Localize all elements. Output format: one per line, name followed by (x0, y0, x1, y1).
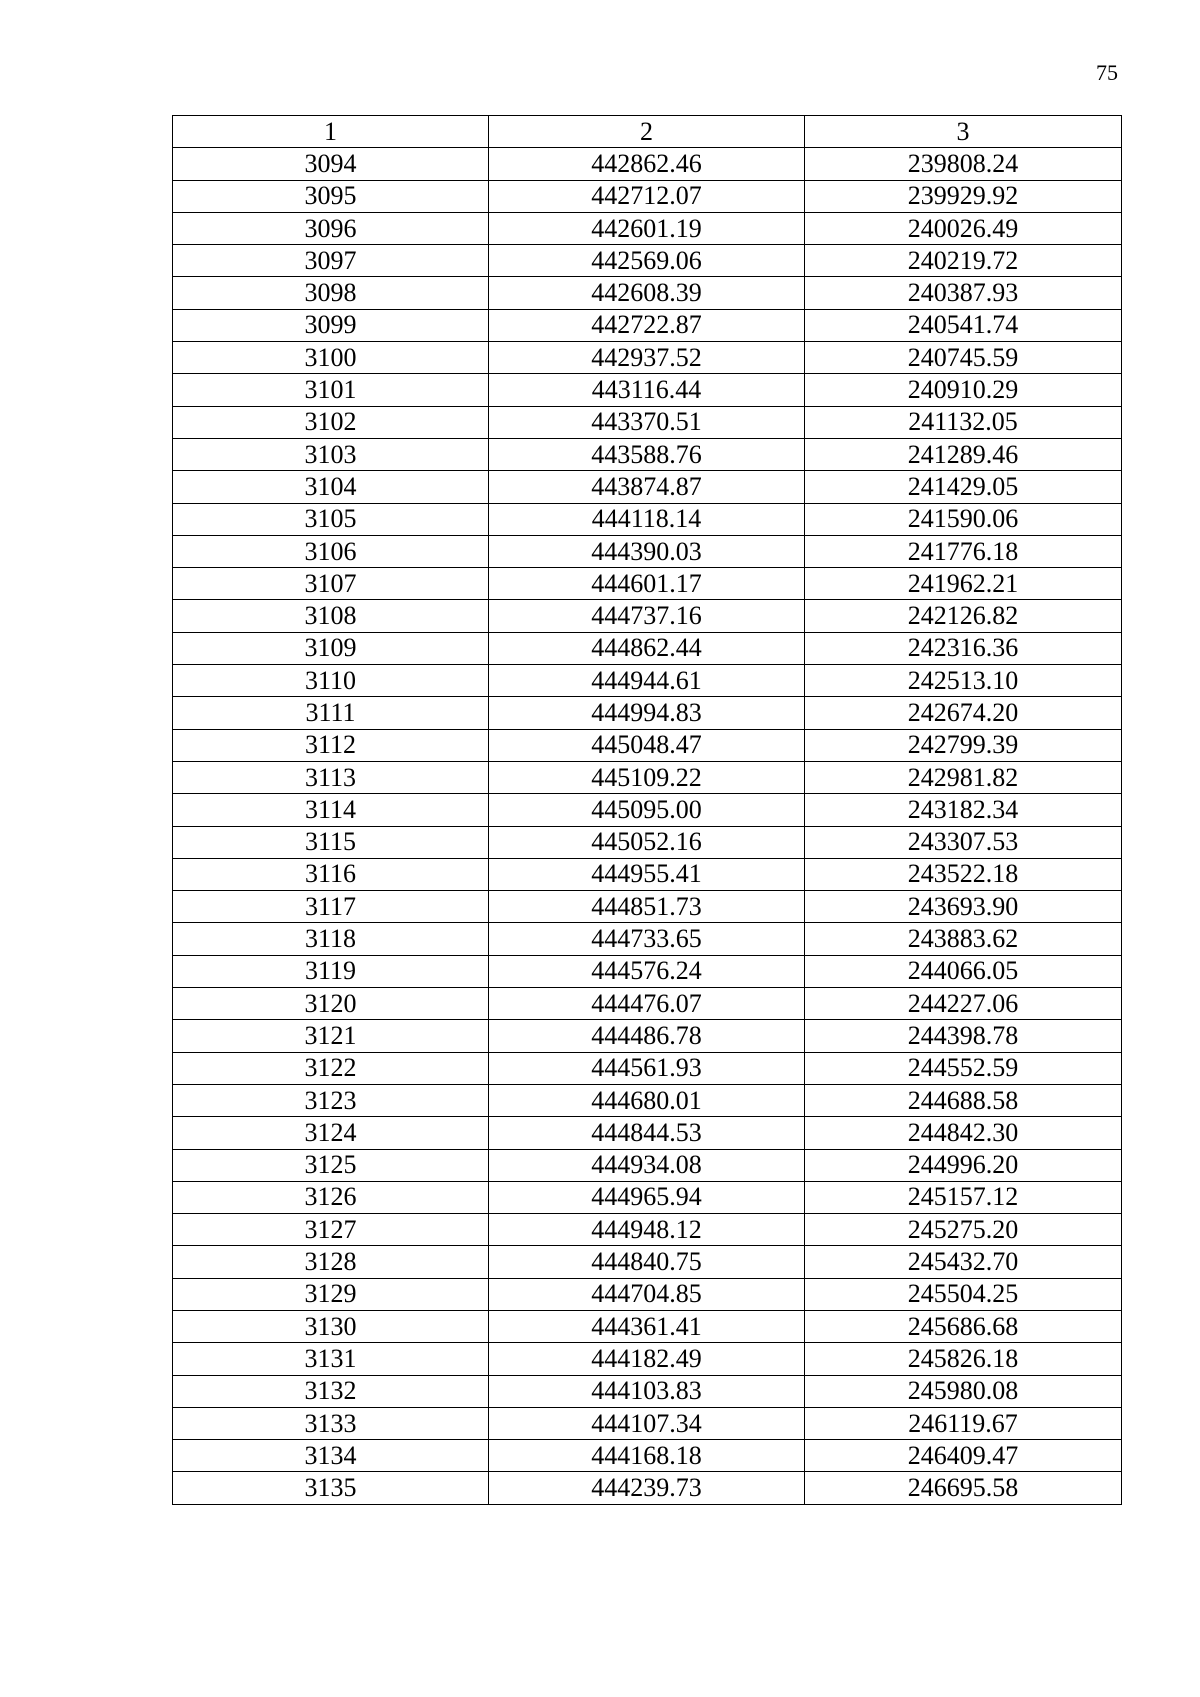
point-number-cell: 3106 (173, 535, 489, 567)
y-coordinate-cell: 244552.59 (805, 1052, 1122, 1084)
point-number-cell: 3101 (173, 374, 489, 406)
y-coordinate-cell: 243522.18 (805, 858, 1122, 890)
point-number-cell: 3098 (173, 277, 489, 309)
x-coordinate-cell: 442712.07 (489, 180, 805, 212)
point-number-cell: 3119 (173, 955, 489, 987)
point-number-cell: 3121 (173, 1020, 489, 1052)
table-row (173, 1052, 1122, 1084)
x-coordinate-cell: 445048.47 (489, 729, 805, 761)
x-coordinate-cell: 444576.24 (489, 955, 805, 987)
x-coordinate-cell: 444476.07 (489, 988, 805, 1020)
point-number-cell: 3094 (173, 148, 489, 180)
y-coordinate-cell: 240910.29 (805, 374, 1122, 406)
y-coordinate-cell: 240219.72 (805, 245, 1122, 277)
column-header-1: 1 (173, 116, 489, 148)
x-coordinate-cell: 444737.16 (489, 600, 805, 632)
table-row (173, 891, 1122, 923)
table-row (173, 406, 1122, 438)
x-coordinate-cell: 442608.39 (489, 277, 805, 309)
x-coordinate-cell: 444955.41 (489, 858, 805, 890)
table-row (173, 1375, 1122, 1407)
table-header (173, 116, 1122, 148)
table-row (173, 1278, 1122, 1310)
y-coordinate-cell: 240387.93 (805, 277, 1122, 309)
y-coordinate-cell: 241590.06 (805, 503, 1122, 535)
x-coordinate-cell: 444840.75 (489, 1246, 805, 1278)
x-coordinate-cell: 444680.01 (489, 1084, 805, 1116)
x-coordinate-cell: 442601.19 (489, 212, 805, 244)
x-coordinate-cell: 443370.51 (489, 406, 805, 438)
point-number-cell: 3103 (173, 438, 489, 470)
y-coordinate-cell: 243307.53 (805, 826, 1122, 858)
x-coordinate-cell: 442937.52 (489, 342, 805, 374)
x-coordinate-cell: 444390.03 (489, 535, 805, 567)
point-number-cell: 3122 (173, 1052, 489, 1084)
table-row (173, 438, 1122, 470)
point-number-cell: 3120 (173, 988, 489, 1020)
point-number-cell: 3096 (173, 212, 489, 244)
x-coordinate-cell: 443874.87 (489, 471, 805, 503)
table-row (173, 1149, 1122, 1181)
y-coordinate-cell: 241776.18 (805, 535, 1122, 567)
table-row (173, 309, 1122, 341)
x-coordinate-cell: 445052.16 (489, 826, 805, 858)
x-coordinate-cell: 444944.61 (489, 665, 805, 697)
y-coordinate-cell: 239929.92 (805, 180, 1122, 212)
x-coordinate-cell: 444948.12 (489, 1214, 805, 1246)
point-number-cell: 3104 (173, 471, 489, 503)
table-row (173, 1343, 1122, 1375)
x-coordinate-cell: 444486.78 (489, 1020, 805, 1052)
point-number-cell: 3113 (173, 761, 489, 793)
y-coordinate-cell: 242799.39 (805, 729, 1122, 761)
y-coordinate-cell: 242316.36 (805, 632, 1122, 664)
table-row (173, 374, 1122, 406)
y-coordinate-cell: 240541.74 (805, 309, 1122, 341)
x-coordinate-cell: 442722.87 (489, 309, 805, 341)
y-coordinate-cell: 245432.70 (805, 1246, 1122, 1278)
x-coordinate-cell: 444844.53 (489, 1117, 805, 1149)
table-row (173, 245, 1122, 277)
x-coordinate-cell: 444994.83 (489, 697, 805, 729)
x-coordinate-cell: 444239.73 (489, 1472, 805, 1504)
point-number-cell: 3108 (173, 600, 489, 632)
x-coordinate-cell: 445109.22 (489, 761, 805, 793)
point-number-cell: 3129 (173, 1278, 489, 1310)
y-coordinate-cell: 244842.30 (805, 1117, 1122, 1149)
point-number-cell: 3135 (173, 1472, 489, 1504)
table-row (173, 826, 1122, 858)
y-coordinate-cell: 242126.82 (805, 600, 1122, 632)
y-coordinate-cell: 241429.05 (805, 471, 1122, 503)
y-coordinate-cell: 245980.08 (805, 1375, 1122, 1407)
y-coordinate-cell: 241132.05 (805, 406, 1122, 438)
y-coordinate-cell: 242513.10 (805, 665, 1122, 697)
y-coordinate-cell: 245504.25 (805, 1278, 1122, 1310)
table-row (173, 1214, 1122, 1246)
x-coordinate-cell: 444561.93 (489, 1052, 805, 1084)
point-number-cell: 3128 (173, 1246, 489, 1278)
point-number-cell: 3117 (173, 891, 489, 923)
table-row (173, 1020, 1122, 1052)
x-coordinate-cell: 444601.17 (489, 568, 805, 600)
coordinates-table (172, 115, 1122, 1505)
y-coordinate-cell: 244227.06 (805, 988, 1122, 1020)
point-number-cell: 3132 (173, 1375, 489, 1407)
x-coordinate-cell: 444965.94 (489, 1181, 805, 1213)
y-coordinate-cell: 240026.49 (805, 212, 1122, 244)
y-coordinate-cell: 244398.78 (805, 1020, 1122, 1052)
table-row (173, 1117, 1122, 1149)
y-coordinate-cell: 245826.18 (805, 1343, 1122, 1375)
x-coordinate-cell: 444704.85 (489, 1278, 805, 1310)
point-number-cell: 3099 (173, 309, 489, 341)
point-number-cell: 3130 (173, 1310, 489, 1342)
point-number-cell: 3107 (173, 568, 489, 600)
table-row (173, 148, 1122, 180)
x-coordinate-cell: 444168.18 (489, 1440, 805, 1472)
y-coordinate-cell: 246119.67 (805, 1407, 1122, 1439)
table-row (173, 535, 1122, 567)
x-coordinate-cell: 445095.00 (489, 794, 805, 826)
table-row (173, 342, 1122, 374)
point-number-cell: 3110 (173, 665, 489, 697)
column-header-3: 3 (805, 116, 1122, 148)
x-coordinate-cell: 442862.46 (489, 148, 805, 180)
point-number-cell: 3118 (173, 923, 489, 955)
y-coordinate-cell: 244066.05 (805, 955, 1122, 987)
point-number-cell: 3123 (173, 1084, 489, 1116)
y-coordinate-cell: 244688.58 (805, 1084, 1122, 1116)
table-row (173, 761, 1122, 793)
point-number-cell: 3095 (173, 180, 489, 212)
point-number-cell: 3100 (173, 342, 489, 374)
x-coordinate-cell: 443588.76 (489, 438, 805, 470)
table-row (173, 568, 1122, 600)
point-number-cell: 3111 (173, 697, 489, 729)
x-coordinate-cell: 444862.44 (489, 632, 805, 664)
point-number-cell: 3115 (173, 826, 489, 858)
point-number-cell: 3124 (173, 1117, 489, 1149)
table-row (173, 665, 1122, 697)
y-coordinate-cell: 245686.68 (805, 1310, 1122, 1342)
table-row (173, 1084, 1122, 1116)
table-row (173, 277, 1122, 309)
x-coordinate-cell: 444851.73 (489, 891, 805, 923)
table-row (173, 1407, 1122, 1439)
y-coordinate-cell: 242674.20 (805, 697, 1122, 729)
header-row (173, 116, 1122, 148)
x-coordinate-cell: 444107.34 (489, 1407, 805, 1439)
point-number-cell: 3131 (173, 1343, 489, 1375)
x-coordinate-cell: 444182.49 (489, 1343, 805, 1375)
x-coordinate-cell: 444103.83 (489, 1375, 805, 1407)
table-row (173, 1472, 1122, 1504)
y-coordinate-cell: 246409.47 (805, 1440, 1122, 1472)
x-coordinate-cell: 444733.65 (489, 923, 805, 955)
y-coordinate-cell: 243182.34 (805, 794, 1122, 826)
point-number-cell: 3102 (173, 406, 489, 438)
table-row (173, 180, 1122, 212)
table-row (173, 1310, 1122, 1342)
table-row (173, 729, 1122, 761)
point-number-cell: 3116 (173, 858, 489, 890)
table-row (173, 1246, 1122, 1278)
x-coordinate-cell: 443116.44 (489, 374, 805, 406)
table-row (173, 503, 1122, 535)
x-coordinate-cell: 442569.06 (489, 245, 805, 277)
x-coordinate-cell: 444118.14 (489, 503, 805, 535)
table-row (173, 212, 1122, 244)
point-number-cell: 3105 (173, 503, 489, 535)
point-number-cell: 3127 (173, 1214, 489, 1246)
y-coordinate-cell: 242981.82 (805, 761, 1122, 793)
y-coordinate-cell: 246695.58 (805, 1472, 1122, 1504)
table-row (173, 1181, 1122, 1213)
table-row (173, 858, 1122, 890)
x-coordinate-cell: 444934.08 (489, 1149, 805, 1181)
point-number-cell: 3133 (173, 1407, 489, 1439)
point-number-cell: 3097 (173, 245, 489, 277)
y-coordinate-cell: 241289.46 (805, 438, 1122, 470)
table-row (173, 1440, 1122, 1472)
y-coordinate-cell: 241962.21 (805, 568, 1122, 600)
y-coordinate-cell: 240745.59 (805, 342, 1122, 374)
table-row (173, 988, 1122, 1020)
table-row (173, 632, 1122, 664)
table-row (173, 794, 1122, 826)
y-coordinate-cell: 243693.90 (805, 891, 1122, 923)
page-number: 75 (1096, 60, 1118, 85)
y-coordinate-cell: 239808.24 (805, 148, 1122, 180)
point-number-cell: 3112 (173, 729, 489, 761)
table-row (173, 600, 1122, 632)
point-number-cell: 3125 (173, 1149, 489, 1181)
x-coordinate-cell: 444361.41 (489, 1310, 805, 1342)
column-header-2: 2 (489, 116, 805, 148)
point-number-cell: 3114 (173, 794, 489, 826)
y-coordinate-cell: 245157.12 (805, 1181, 1122, 1213)
y-coordinate-cell: 244996.20 (805, 1149, 1122, 1181)
table-row (173, 697, 1122, 729)
point-number-cell: 3134 (173, 1440, 489, 1472)
y-coordinate-cell: 245275.20 (805, 1214, 1122, 1246)
y-coordinate-cell: 243883.62 (805, 923, 1122, 955)
table-body (173, 148, 1122, 1504)
table-row (173, 471, 1122, 503)
table-row (173, 955, 1122, 987)
table-row (173, 923, 1122, 955)
point-number-cell: 3126 (173, 1181, 489, 1213)
point-number-cell: 3109 (173, 632, 489, 664)
